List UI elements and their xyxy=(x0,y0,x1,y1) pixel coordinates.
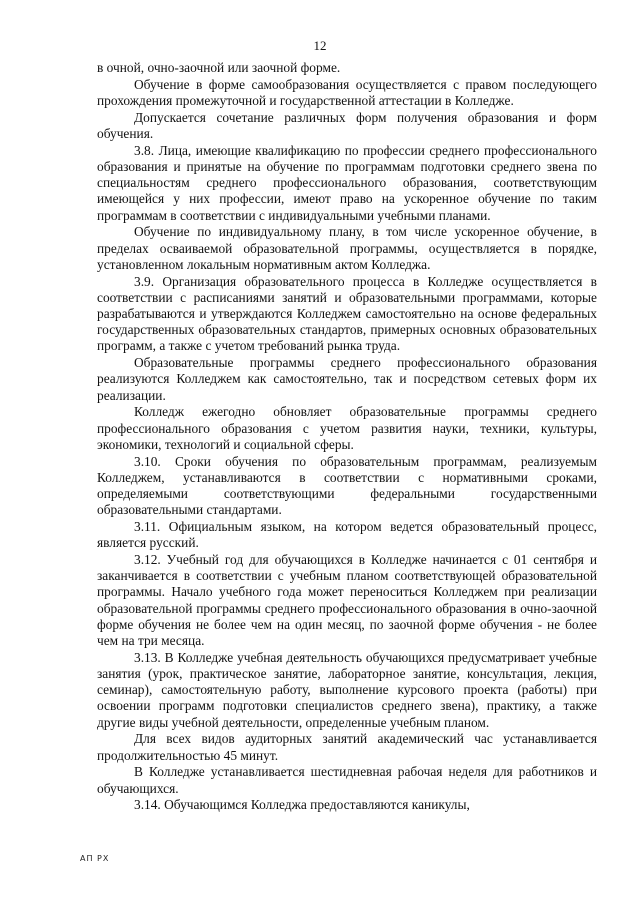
paragraph-form-of-study-continuation: в очной, очно-заочной или заочной форме. xyxy=(97,60,341,75)
paragraph-annual-program-update: Колледж ежегодно обновляет образовательные программы среднего профессионального образования с учетом развития науки, техники, культуры, экономики, технологий и социальной сферы. xyxy=(97,404,597,452)
paragraph-program-implementation: Образовательные программы среднего профессионального образования реализуются Колледжем как самостоятельно, так и посредством сетевых форм их реализации. xyxy=(97,355,597,403)
paragraph-3-13: 3.13. В Колледже учебная деятельность обучающихся предусматривает учебные занятия (урок, практическое занятие, лабораторное занятие, консультация, лекция, семинар), самостоятельную работу, выполнение курсового проекта (работы) при освоении программ подготовки специалистов среднего звена), практику, а также другие виды учебной деятельности, определенные учебным планом. xyxy=(97,649,597,730)
paragraph-individual-plan: Обучение по индивидуальному плану, в том числе ускоренное обучение, в пределах осваиваемой образовательной программы, осуществляется в порядке, установленном локальным нормативным актом Колледжа. xyxy=(97,224,597,272)
paragraph-3-12: 3.12. Учебный год для обучающихся в Колледже начинается с 01 сентября и заканчивается в соответствии с учебным планом соответствующей образовательной программы. Начало учебного года может переноситься Колледжем при реализации образовательной программы среднего профессионального образования в очно-заочной форме обучения не более чем на один месяц, по заочной форме обучения - не более чем на три месяца. xyxy=(97,552,597,649)
paragraph-six-day-week: В Колледже устанавливается шестидневная рабочая неделя для работников и обучающихся. xyxy=(97,764,597,796)
paragraph-3-14: 3.14. Обучающимся Колледжа предоставляются каникулы, xyxy=(134,797,470,813)
paragraph-3-10: 3.10. Сроки обучения по образовательным программам, реализуемым Колледжем, устанавливаются в соответствии с нормативными сроками, определяемыми соответствующими федеральными государственными образовательными стандартами. xyxy=(97,453,597,518)
paragraph-3-9: 3.9. Организация образовательного процесса в Колледже осуществляется в соответствии с расписаниями занятий и образовательными программами, которые разрабатываются и утверждаются Колледжем самостоятельно на основе федеральных государственных образовательных стандартов, примерных основных образовательных программ, а также с учетом требований рынка труда. xyxy=(97,273,597,354)
page-number: 12 xyxy=(313,38,327,53)
paragraph-self-education: Обучение в форме самообразования осуществляется с правом последующего прохождения промежуточной и государственной аттестации в Колледже. xyxy=(97,76,597,108)
paragraph-academic-hour: Для всех видов аудиторных занятий академический час устанавливается продолжительностью 45 минут. xyxy=(97,731,597,763)
footer-mark: АП РХ xyxy=(80,854,110,863)
paragraph-3-8: 3.8. Лица, имеющие квалификацию по профессии среднего профессионального образования и принятые на обучение по программам подготовки среднего звена по специальностям среднего профессионального образования, соответствующим имеющейся у них профессии, имеют право на ускоренное обучение по таким программам в соответствии с индивидуальными учебными планами. xyxy=(97,142,597,223)
paragraph-3-11: 3.11. Официальным языком, на котором ведется образовательный процесс, является русский. xyxy=(97,519,597,551)
paragraph-combination-of-forms: Допускается сочетание различных форм получения образования и форм обучения. xyxy=(97,109,597,141)
document-body xyxy=(97,60,597,814)
